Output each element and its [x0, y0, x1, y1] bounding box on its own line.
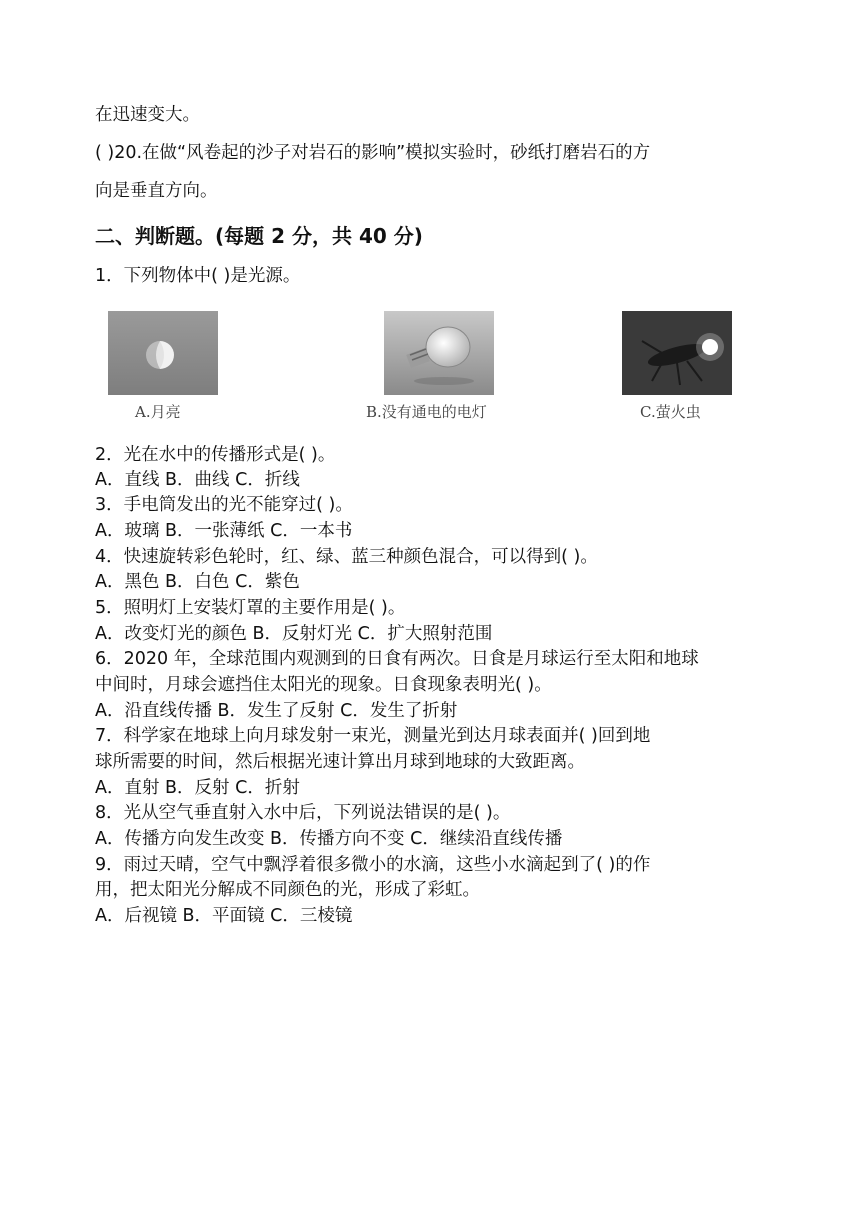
caption-c: C.萤火虫 — [640, 403, 701, 421]
question-1-stem: 1．下列物体中( )是光源。 — [95, 266, 301, 286]
question-3-options: A．玻璃 B．一张薄纸 C．一本书 — [95, 521, 353, 541]
question-6-stem-line2: 中间时，月球会遮挡住太阳光的现象。日食现象表明光( )。 — [95, 675, 552, 695]
question-6-stem-line1: 6．2020 年，全球范围内观测到的日食有两次。日食是月球运行至太阳和地球 — [95, 649, 699, 669]
caption-b: B.没有通电的电灯 — [366, 403, 487, 421]
section-heading: 二、判断题。(每题 2 分，共 40 分) — [95, 224, 423, 248]
firefly-image — [622, 311, 732, 395]
question-7-stem-line1: 7．科学家在地球上向月球发射一束光，测量光到达月球表面并( )回到地 — [95, 726, 651, 746]
question-9-stem-line2: 用，把太阳光分解成不同颜色的光，形成了彩虹。 — [95, 880, 480, 900]
question-8-stem: 8．光从空气垂直射入水中后，下列说法错误的是( )。 — [95, 803, 511, 823]
bulb-image — [384, 311, 494, 395]
question-9-stem-line1: 9．雨过天晴，空气中飘浮着很多微小的水滴，这些小水滴起到了( )的作 — [95, 855, 651, 875]
question-9-options: A．后视镜 B．平面镜 C．三棱镜 — [95, 906, 353, 926]
question-20-line1: ( )20.在做“风卷起的沙子对岩石的影响”模拟实验时，砂纸打磨岩石的方 — [95, 143, 651, 163]
question-8-options: A．传播方向发生改变 B．传播方向不变 C．继续沿直线传播 — [95, 829, 563, 849]
question-2-stem: 2．光在水中的传播形式是( )。 — [95, 445, 336, 465]
question-7-stem-line2: 球所需要的时间，然后根据光速计算出月球到地球的大致距离。 — [95, 752, 585, 772]
question-5-stem: 5．照明灯上安装灯罩的主要作用是( )。 — [95, 598, 406, 618]
question-5-options: A．改变灯光的颜色 B．反射灯光 C．扩大照射范围 — [95, 624, 493, 644]
question-7-options: A．直射 B．反射 C．折射 — [95, 778, 300, 798]
moon-image — [108, 311, 218, 395]
question-3-stem: 3．手电筒发出的光不能穿过( )。 — [95, 495, 353, 515]
question-2-options: A．直线 B．曲线 C．折线 — [95, 470, 300, 490]
question-4-options: A．黑色 B．白色 C．紫色 — [95, 572, 300, 592]
question-6-options: A．沿直线传播 B．发生了反射 C．发生了折射 — [95, 701, 458, 721]
question-20-line2: 向是垂直方向。 — [95, 181, 218, 201]
continuation-line: 在迅速变大。 — [95, 105, 200, 125]
question-4-stem: 4．快速旋转彩色轮时，红、绿、蓝三种颜色混合，可以得到( )。 — [95, 547, 598, 567]
caption-a: A.月亮 — [135, 403, 181, 421]
